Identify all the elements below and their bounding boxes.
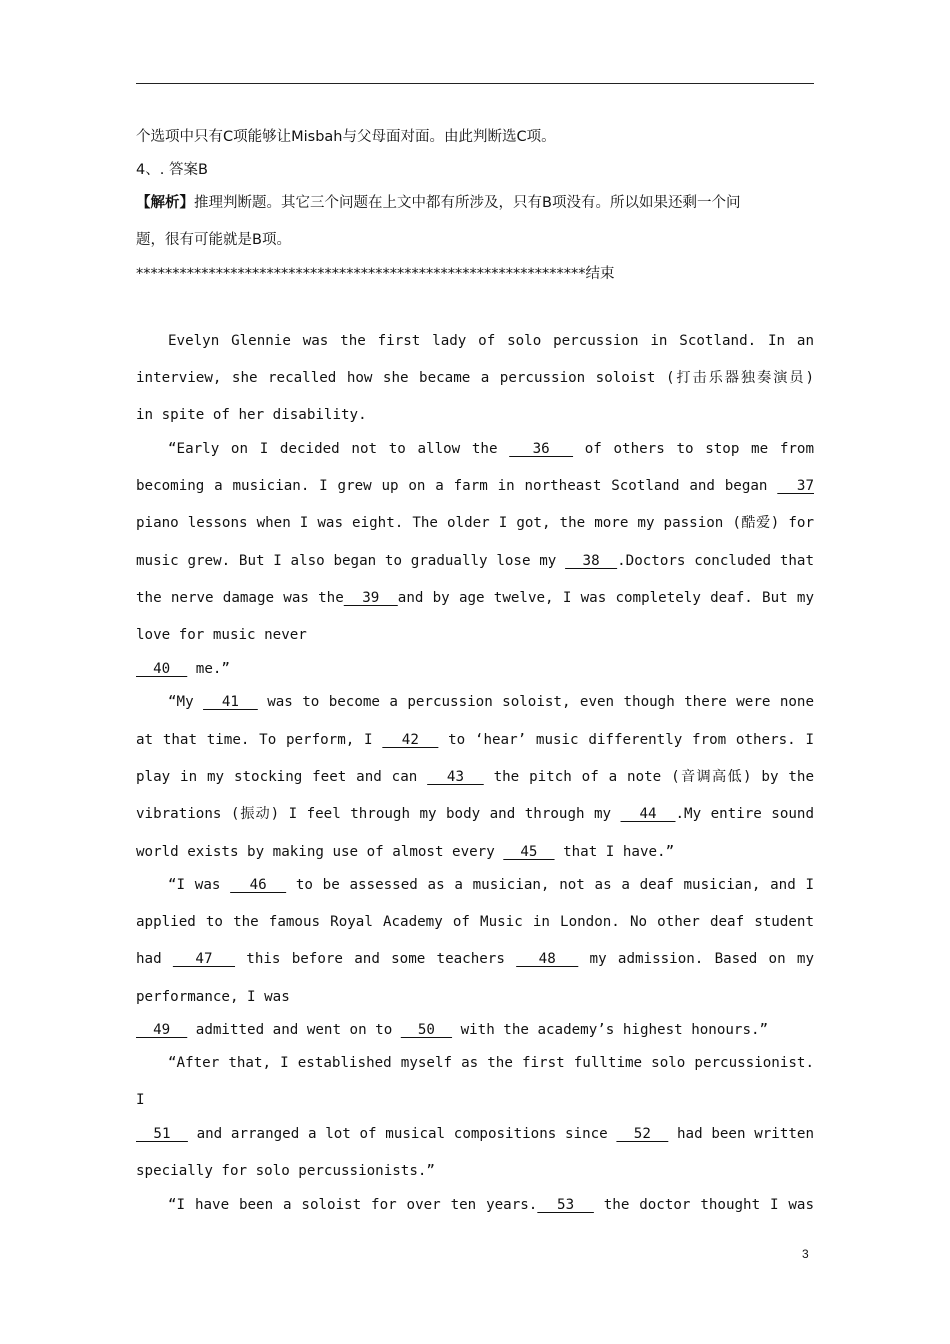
passage-text: music grew. But I also began to gradually lose my xyxy=(136,553,566,569)
passage-line xyxy=(136,730,814,750)
blank-39: 39 xyxy=(343,590,398,606)
passage-text: vibrations (振动) I feel through my body and through my xyxy=(136,806,621,822)
passage-text: interview, she recalled how she became a percussion soloist (打击乐器独奏演员) xyxy=(136,370,814,386)
passage-text: in spite of her disability. xyxy=(136,407,367,423)
answer-line-4: 题，很有可能就是B项。 xyxy=(136,232,291,248)
passage-text: this before and some teachers xyxy=(235,951,517,967)
passage-line xyxy=(136,692,814,712)
passage-line xyxy=(136,1053,814,1073)
passage-text: play in my stocking feet and can xyxy=(136,769,428,785)
passage-text: of others to stop me from xyxy=(573,441,814,457)
passage-text: specially for solo percussionists.” xyxy=(136,1163,435,1179)
passage-text: Evelyn Glennie was the first lady of solo percussion in Scotland. In an xyxy=(168,333,814,349)
passage-text: to ‘hear’ music differently from others. I xyxy=(438,732,814,748)
answer-line-2: 4、. 答案B xyxy=(136,162,208,178)
passage-line xyxy=(136,1090,814,1110)
passage-text: “Early on I decided not to allow the xyxy=(168,441,510,457)
blank-42: 42 xyxy=(382,732,439,748)
passage-text: “I was xyxy=(168,877,231,893)
passage-line xyxy=(136,949,814,969)
blank-52: 52 xyxy=(616,1126,669,1142)
blank-51: 51 xyxy=(136,1126,188,1142)
passage-line xyxy=(136,513,814,533)
passage-line xyxy=(136,368,814,388)
passage-text: me.” xyxy=(187,661,230,677)
passage-line xyxy=(136,804,814,824)
blank-37: 37 xyxy=(777,478,814,494)
passage-line xyxy=(136,588,814,608)
passage-line xyxy=(136,659,814,679)
passage-line xyxy=(136,476,814,496)
passage-line xyxy=(136,987,814,1007)
passage-line xyxy=(136,331,814,351)
passage-text: performance, I was xyxy=(136,989,290,1005)
passage-text: was to become a percussion soloist, even though there were none xyxy=(257,694,814,710)
passage-text: that I have.” xyxy=(554,844,675,860)
blank-50: 50 xyxy=(400,1022,453,1038)
passage-text: .My entire sound xyxy=(675,806,814,822)
passage-line xyxy=(136,1020,814,1040)
passage-text: “I have been a soloist for over ten years. xyxy=(168,1197,538,1213)
analysis-text: 推理判断题。其它三个问题在上文中都有所涉及，只有B项没有。所以如果还剩一个问 xyxy=(194,195,741,211)
blank-40: 40 xyxy=(136,661,188,677)
passage-text: to be assessed as a musician, not as a deaf musician, and I xyxy=(286,877,814,893)
passage-line xyxy=(136,551,814,571)
blank-38: 38 xyxy=(565,553,618,569)
blank-48: 48 xyxy=(516,951,579,967)
passage-line xyxy=(136,625,814,645)
passage-text: .Doctors concluded that xyxy=(617,553,814,569)
passage-text: the nerve damage was the xyxy=(136,590,344,606)
passage-line xyxy=(136,1161,814,1181)
passage-text: the doctor thought I was xyxy=(593,1197,814,1213)
passage-text: with the academy’s highest honours.” xyxy=(452,1022,769,1038)
passage-line xyxy=(136,842,814,862)
passage-text: becoming a musician. I grew up on a farm in northeast Scotland and began xyxy=(136,478,778,494)
blank-46: 46 xyxy=(230,877,287,893)
passage-line xyxy=(136,405,814,425)
passage-text: had xyxy=(136,951,173,967)
analysis-label: 【解析】 xyxy=(136,195,194,211)
passage-text: at that time. To perform, I xyxy=(136,732,383,748)
passage-text: and by age twelve, I was completely deaf. But my xyxy=(397,590,814,606)
blank-44: 44 xyxy=(620,806,676,822)
passage-text: the pitch of a note (音调高低) by the xyxy=(483,769,814,785)
blank-41: 41 xyxy=(203,694,258,710)
passage-text: “After that, I established myself as the first fulltime solo percussionist. xyxy=(168,1055,814,1071)
passage-line xyxy=(136,439,814,459)
passage-text: my admission. Based on my xyxy=(578,951,814,967)
passage-text: piano lessons when I was eight. The older I got, the more my passion (酷爱) for xyxy=(136,515,814,531)
passage-text: “My xyxy=(168,694,204,710)
header-rule xyxy=(136,83,814,84)
blank-47: 47 xyxy=(172,951,236,967)
passage-text: had been written xyxy=(668,1126,814,1142)
passage-text: and arranged a lot of musical compositions since xyxy=(187,1126,617,1142)
blank-36: 36 xyxy=(509,441,574,457)
passage-text: I xyxy=(136,1092,145,1108)
passage-line xyxy=(136,875,814,895)
analysis-line xyxy=(136,193,814,213)
passage-text: admitted and went on to xyxy=(187,1022,401,1038)
passage-text: love for music never xyxy=(136,627,307,643)
passage-text: world exists by making use of almost every xyxy=(136,844,504,860)
blank-53: 53 xyxy=(537,1197,594,1213)
page-number: 3 xyxy=(802,1247,809,1261)
blank-45: 45 xyxy=(503,844,555,860)
blank-43: 43 xyxy=(427,769,484,785)
blank-49: 49 xyxy=(136,1022,188,1038)
passage-line xyxy=(136,1124,814,1144)
passage-line xyxy=(136,1195,814,1215)
passage-text: applied to the famous Royal Academy of Music in London. No other deaf student xyxy=(136,914,814,930)
end-marker: **************************************************************结束 xyxy=(136,266,615,282)
passage-line xyxy=(136,912,814,932)
answer-line-1: 个选项中只有C项能够让Misbah与父母面对面。由此判断选C项。 xyxy=(136,129,556,145)
passage-line xyxy=(136,767,814,787)
